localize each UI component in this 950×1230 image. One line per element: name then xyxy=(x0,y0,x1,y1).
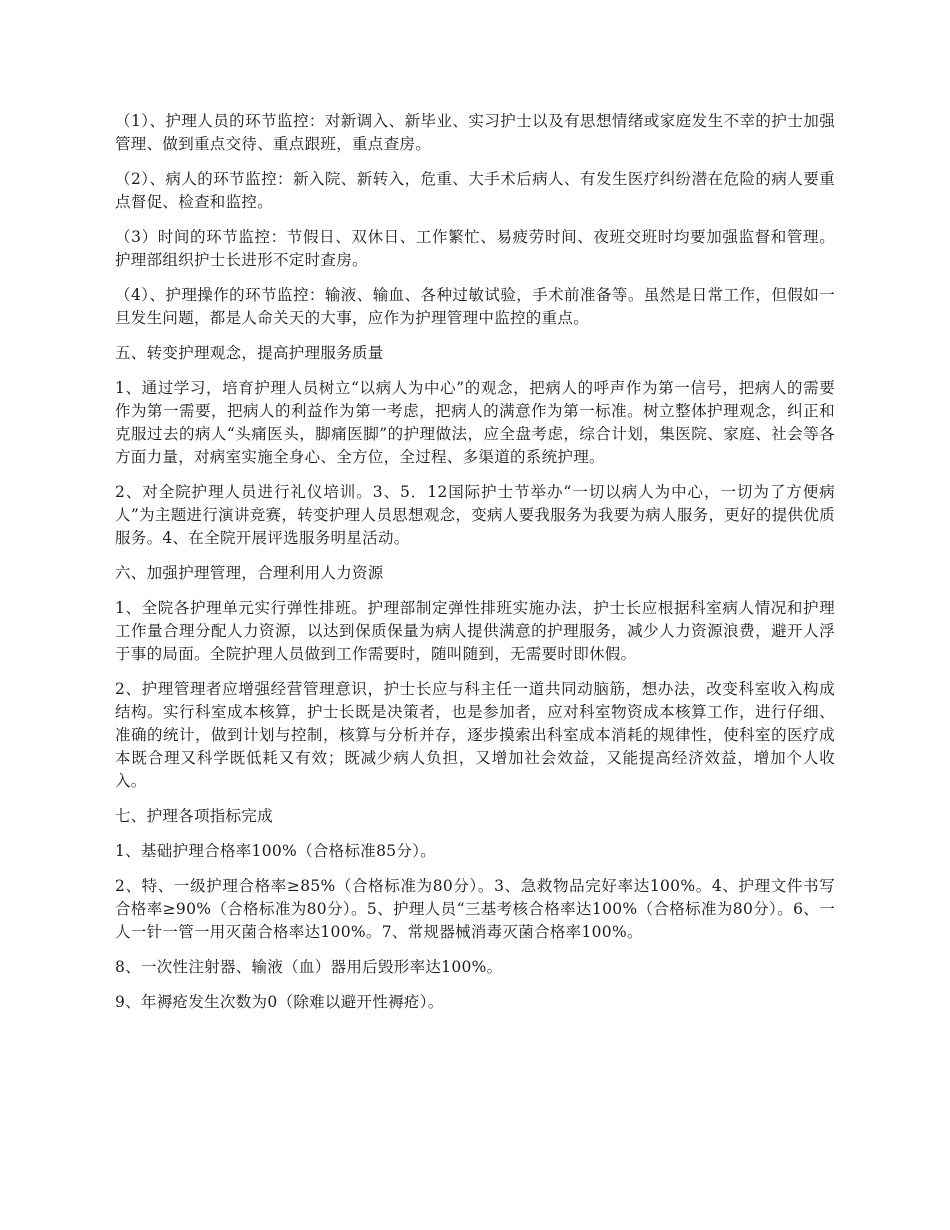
section-heading-6: 六、加强护理管理，合理利用人力资源 xyxy=(115,564,384,582)
paragraph-7-1: 1、基础护理合格率100%（合格标准85分）。 xyxy=(115,842,437,860)
paragraph-5-2: 2、对全院护理人员进行礼仪培训。3、5．12国际护士节举办“一切以病人为中心，一切为了方便病人”为主题进行演讲竞赛，转变护理人员思想观念，变病人要我服务为我要为病人服务，更好的提供优质服务。4、在全院开展评选服务明星活动。 xyxy=(115,483,835,547)
paragraph-monitor-patients: （2）、病人的环节监控：新入院、新转入，危重、大手术后病人、有发生医疗纠纷潜在危险的病人要重点督促、检查和监控。 xyxy=(115,170,835,211)
section-heading-5: 五、转变护理观念，提高护理服务质量 xyxy=(115,344,384,362)
paragraph-5-1: 1、通过学习，培育护理人员树立“以病人为中心”的观念，把病人的呼声作为第一信号，把病人的需要作为第一需要，把病人的利益作为第一考虑，把病人的满意作为第一标准。树立整体护理观念，纠正和克服过去的病人“头痛医头，脚痛医脚”的护理做法，应全盘考虑，综合计划，集医院、家庭、社会等各方面力量，对病室实施全身心、全方位，全过程、多渠道的系统护理。 xyxy=(115,379,835,466)
document-page xyxy=(115,110,835,1026)
paragraph-6-2: 2、护理管理者应增强经营管理意识，护士长应与科主任一道共同动脑筋，想办法，改变科室收入构成结构。实行科室成本核算，护士长既是决策者，也是参加者，应对科室物资成本核算工作，进行仔细、准确的统计，做到计划与控制，核算与分析并存，逐步摸索出科室成本消耗的规律性，使科室的医疗成本既合理又科学既低耗又有效；既减少病人负担，又增加社会效益，又能提高经济效益，增加个人收入。 xyxy=(115,680,835,790)
section-heading-7: 七、护理各项指标完成 xyxy=(115,807,274,825)
paragraph-6-1: 1、全院各护理单元实行弹性排班。护理部制定弹性排班实施办法，护士长应根据科室病人情况和护理工作量合理分配人力资源，以达到保质保量为病人提供满意的护理服务，减少人力资源浪费，避开人浮于事的局面。全院护理人员做到工作需要时，随叫随到，无需要时即休假。 xyxy=(115,599,835,663)
paragraph-monitor-time: （3）时间的环节监控：节假日、双休日、工作繁忙、易疲劳时间、夜班交班时均要加强监督和管理。护理部组织护士长进形不定时查房。 xyxy=(115,228,835,269)
paragraph-monitor-operations: （4）、护理操作的环节监控：输液、输血、各种过敏试验，手术前准备等。虽然是日常工作，但假如一旦发生问题，都是人命关天的大事，应作为护理管理中监控的重点。 xyxy=(115,286,835,327)
paragraph-7-2: 2、特、一级护理合格率≥85%（合格标准为80分）。3、急救物品完好率达100%。4、护理文件书写合格率≥90%（合格标准为80分）。5、护理人员“三基考核合格率达100%（合格标准为80分）。6、一人一针一管一用灭菌合格率达100%。7、常规器械消毒灭菌合格率100%。 xyxy=(115,877,835,941)
paragraph-7-8: 8、一次性注射器、输液（血）器用后毁形率达100%。 xyxy=(115,958,503,976)
paragraph-7-9: 9、年褥疮发生次数为0（除难以避开性褥疮）。 xyxy=(115,993,444,1011)
paragraph-monitor-staff: （1）、护理人员的环节监控：对新调入、新毕业、实习护士以及有思想情绪或家庭发生不幸的护士加强管理、做到重点交待、重点跟班，重点查房。 xyxy=(115,112,835,153)
